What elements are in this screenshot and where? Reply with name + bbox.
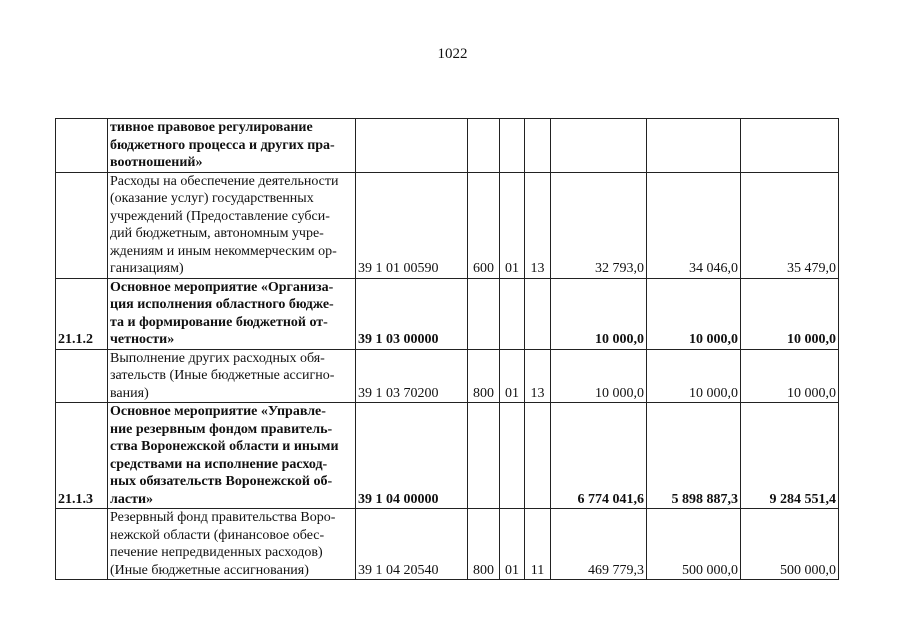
row-name-line: Основное мероприятие «Управле-	[110, 404, 326, 419]
row-number-cell	[56, 119, 108, 173]
table-row	[56, 119, 839, 173]
target-code-cell: 39 1 03 70200	[356, 349, 468, 403]
amount-year2-cell: 10 000,0	[647, 349, 741, 403]
row-number-cell	[56, 509, 108, 580]
amount-year1-cell	[551, 119, 647, 173]
amount-year1-cell: 469 779,3	[551, 509, 647, 580]
amount-year2-cell: 500 000,0	[647, 509, 741, 580]
amount-year2-cell: 5 898 887,3	[647, 403, 741, 509]
row-name-cell	[108, 172, 356, 278]
expense-type-cell	[468, 403, 500, 509]
subsection-cell: 13	[525, 349, 551, 403]
amount-year2-cell: 10 000,0	[647, 278, 741, 349]
row-name-line: воотношений»	[110, 155, 203, 170]
row-name-line: четности»	[110, 332, 175, 347]
target-code-cell: 39 1 04 00000	[356, 403, 468, 509]
row-number-cell: 21.1.2	[56, 278, 108, 349]
subsection-cell: 11	[525, 509, 551, 580]
table-row	[56, 403, 839, 509]
target-code-cell: 39 1 03 00000	[356, 278, 468, 349]
row-number-cell: 21.1.3	[56, 403, 108, 509]
subsection-cell: 13	[525, 172, 551, 278]
section-cell	[500, 278, 525, 349]
section-cell: 01	[500, 349, 525, 403]
row-name-cell	[108, 119, 356, 173]
section-cell	[500, 119, 525, 173]
row-name-cell	[108, 349, 356, 403]
section-cell: 01	[500, 509, 525, 580]
row-number-cell	[56, 172, 108, 278]
amount-year3-cell: 10 000,0	[741, 349, 839, 403]
subsection-cell	[525, 403, 551, 509]
subsection-cell	[525, 278, 551, 349]
table-row	[56, 172, 839, 278]
row-name-line: зательств (Иные бюджетные ассигно-	[110, 368, 335, 383]
row-name-line: (оказание услуг) государственных	[110, 191, 314, 206]
section-cell	[500, 403, 525, 509]
table-row	[56, 349, 839, 403]
row-name-line: нежской области (финансовое обес-	[110, 527, 325, 543]
expense-type-cell	[468, 278, 500, 349]
page-number: 1022	[437, 46, 468, 62]
row-name-line: ждениям и иным некоммерческим ор-	[110, 243, 337, 259]
row-name-line: средствами на исполнение расход-	[110, 456, 328, 472]
expense-type-cell	[468, 119, 500, 173]
table-row	[56, 278, 839, 349]
row-name-line: ние резервным фондом правитель-	[110, 421, 333, 437]
amount-year1-cell: 32 793,0	[551, 172, 647, 278]
row-name-cell	[108, 403, 356, 509]
row-name-cell	[108, 278, 356, 349]
subsection-cell	[525, 119, 551, 173]
row-name-line: та и формирование бюджетной от-	[110, 314, 328, 330]
section-cell: 01	[500, 172, 525, 278]
row-number-cell	[56, 349, 108, 403]
row-name-line: ганизациям)	[110, 261, 184, 276]
row-name-line: ства Воронежской области и иными	[110, 439, 339, 454]
amount-year3-cell: 9 284 551,4	[741, 403, 839, 509]
amount-year1-cell: 10 000,0	[551, 278, 647, 349]
target-code-cell: 39 1 04 20540	[356, 509, 468, 580]
expense-type-cell: 600	[468, 172, 500, 278]
expense-type-cell: 800	[468, 509, 500, 580]
row-name-line: вания)	[110, 385, 149, 401]
row-name-line: (Иные бюджетные ассигнования)	[110, 562, 309, 578]
budget-table-body	[56, 119, 839, 580]
row-name-line: Основное мероприятие «Организа-	[110, 279, 334, 295]
amount-year2-cell	[647, 119, 741, 173]
amount-year3-cell: 500 000,0	[741, 509, 839, 580]
row-name-line: учреждений (Предоставление субси-	[110, 208, 330, 224]
row-name-line: Резервный фонд правительства Воро-	[110, 510, 336, 525]
row-name-line: ция исполнения областного бюдже-	[110, 297, 334, 312]
target-code-cell: 39 1 01 00590	[356, 172, 468, 278]
row-name-line: ласти»	[110, 491, 154, 507]
amount-year3-cell: 10 000,0	[741, 278, 839, 349]
row-name-line: тивное правовое регулирование	[110, 120, 313, 135]
expense-type-cell: 800	[468, 349, 500, 403]
amount-year3-cell: 35 479,0	[741, 172, 839, 278]
row-name-cell	[108, 509, 356, 580]
row-name-line: дий бюджетным, автономным учре-	[110, 226, 324, 241]
row-name-line: печение непредвиденных расходов)	[110, 545, 323, 560]
amount-year3-cell	[741, 119, 839, 173]
row-name-line: Расходы на обеспечение деятельности	[110, 173, 339, 189]
target-code-cell	[356, 119, 468, 173]
row-name-line: ных обязательств Воронежской об-	[110, 474, 333, 489]
amount-year1-cell: 10 000,0	[551, 349, 647, 403]
budget-table	[55, 118, 839, 580]
amount-year1-cell: 6 774 041,6	[551, 403, 647, 509]
row-name-line: Выполнение других расходных обя-	[110, 350, 325, 366]
table-row	[56, 509, 839, 580]
row-name-line: бюджетного процесса и других пра-	[110, 137, 335, 153]
amount-year2-cell: 34 046,0	[647, 172, 741, 278]
